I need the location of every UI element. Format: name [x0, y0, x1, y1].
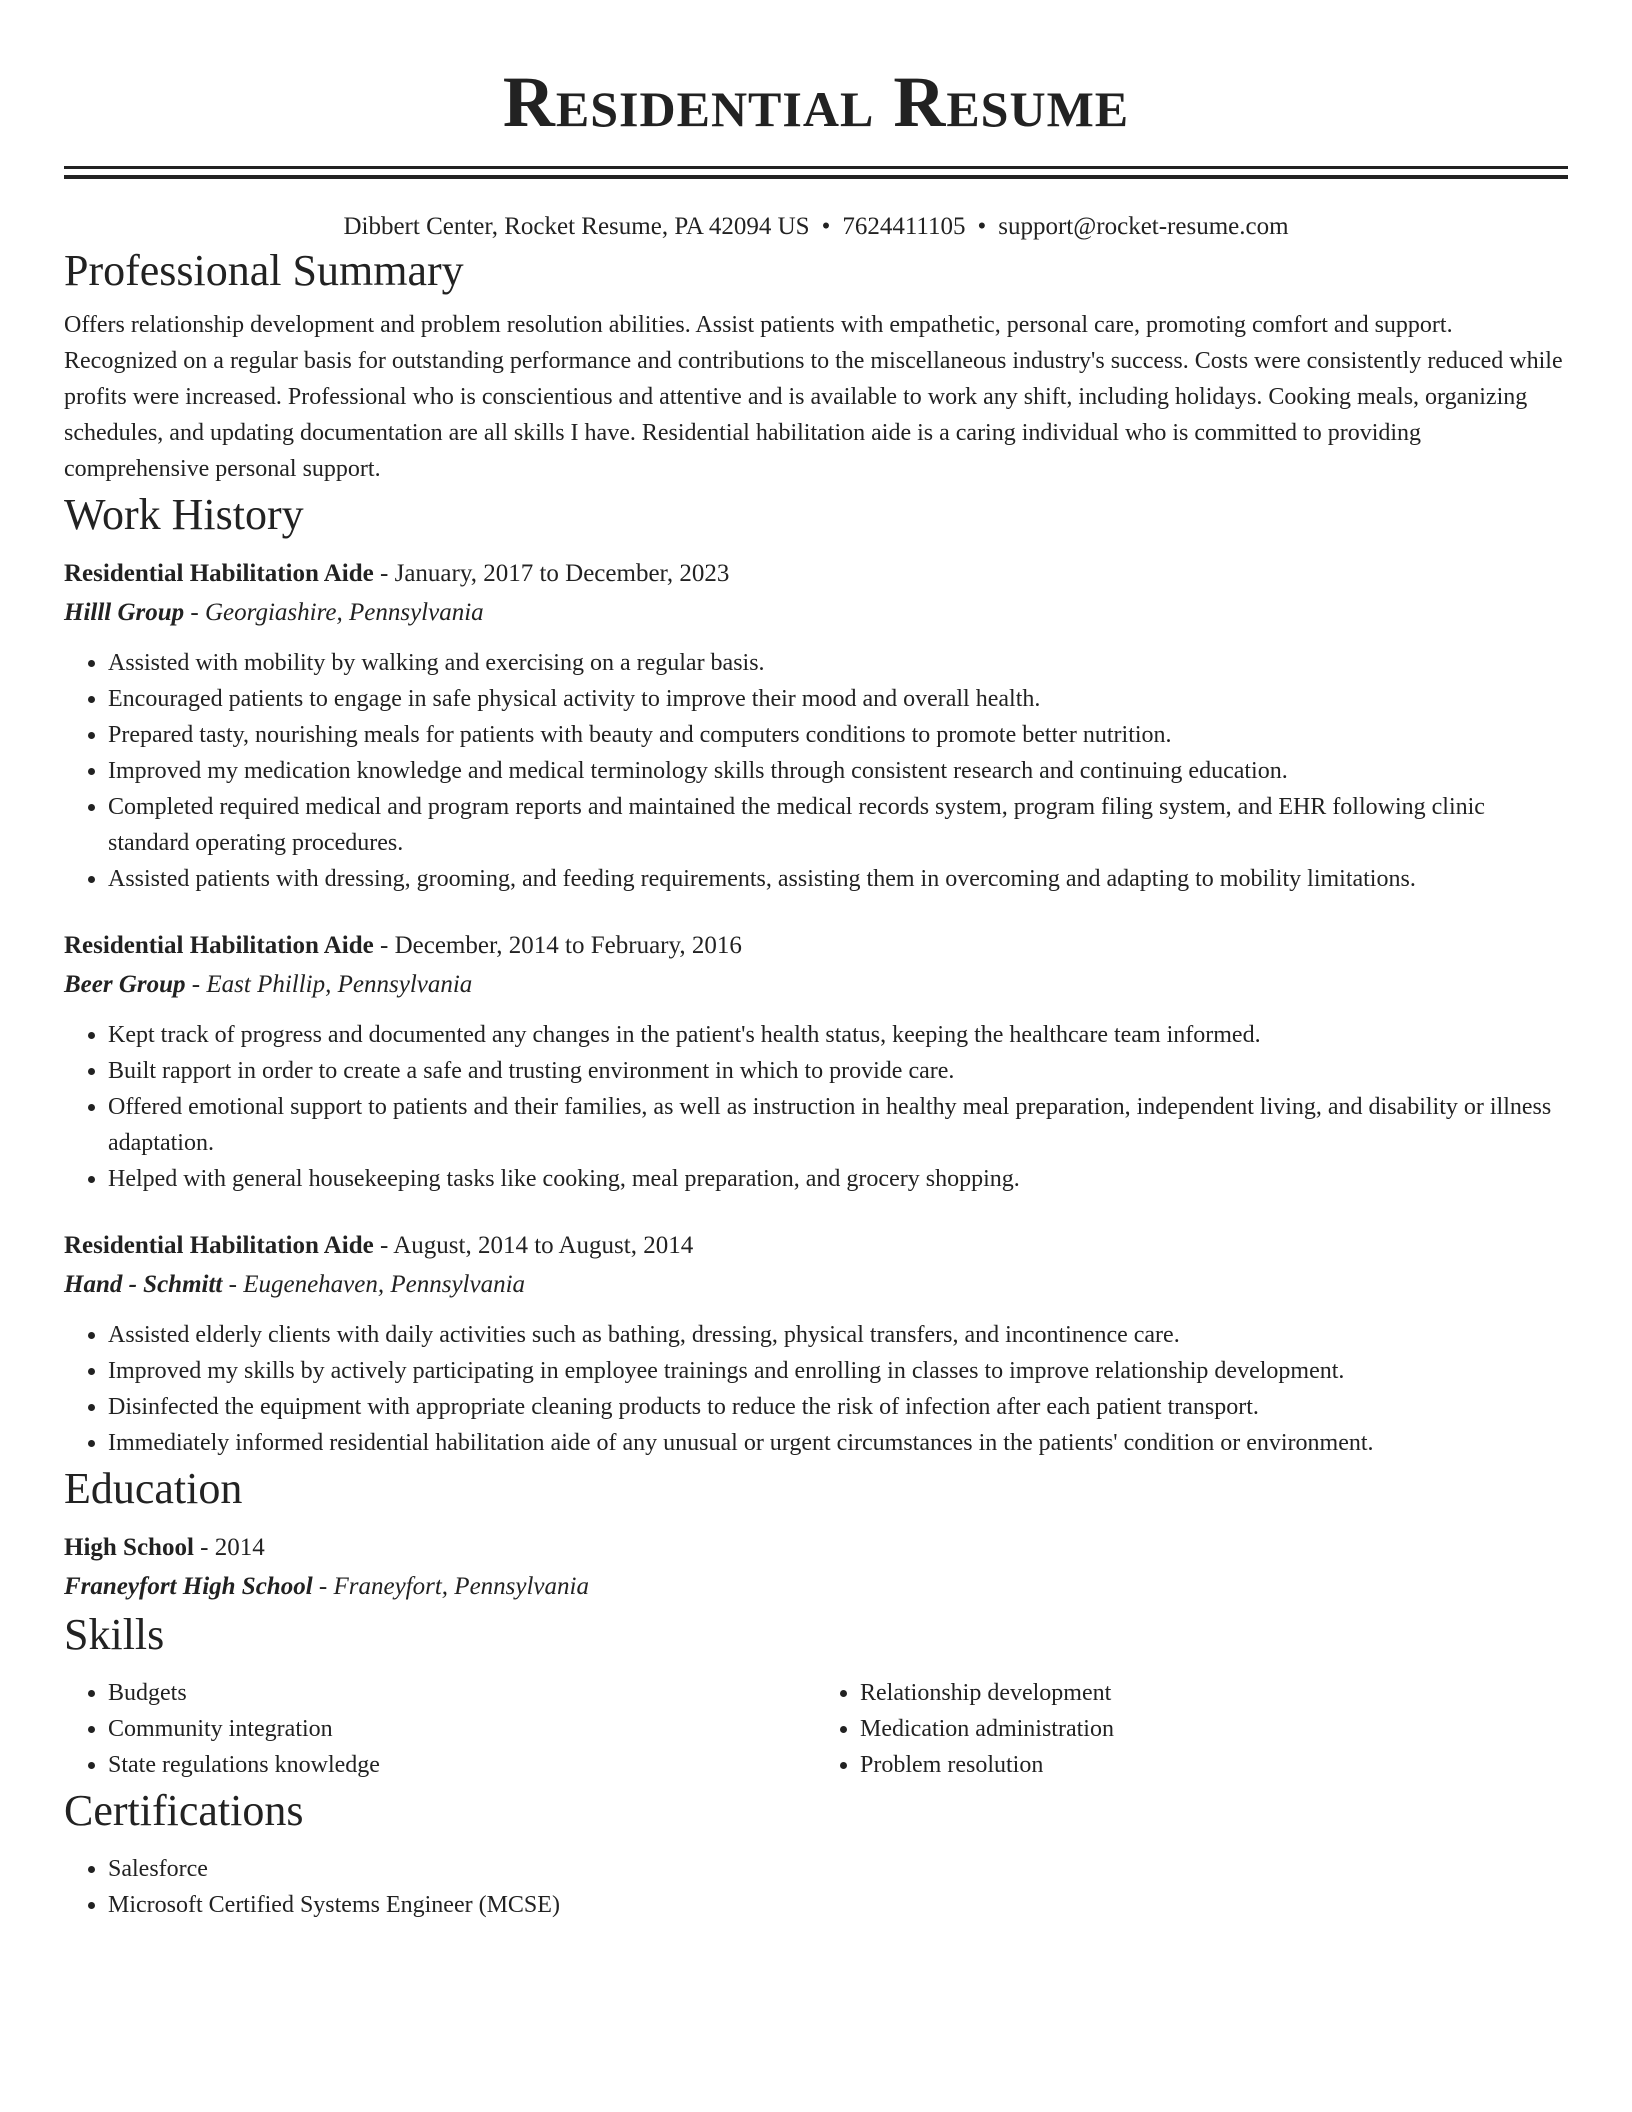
- skill-item: • Problem resolution: [860, 1747, 1568, 1783]
- job-duties: [64, 1017, 1568, 1197]
- job-dates: - January, 2017 to December, 2023: [373, 560, 730, 587]
- contact-address: Dibbert Center, Rocket Resume, PA 42094 US: [343, 213, 810, 240]
- job-dates: - August, 2014 to August, 2014: [373, 1232, 694, 1259]
- certification-item: • Salesforce: [108, 1851, 1568, 1887]
- duty-item: • Offered emotional support to patients and their families, as well as instruction in healthy meal preparation, independent living, and disability or illness adaptation.: [108, 1089, 1568, 1161]
- skill-item: • Community integration: [108, 1711, 816, 1747]
- duty-item: • Completed required medical and program reports and maintained the medical records system, program filing system, and EHR following clinic standard operating procedures.: [108, 789, 1568, 861]
- certifications-heading: Certifications: [64, 1786, 304, 1835]
- company-line: [64, 1265, 1568, 1305]
- company-name: Hilll Group: [64, 599, 185, 626]
- duty-item: • Encouraged patients to engage in safe physical activity to improve their mood and overall health.: [108, 681, 1568, 717]
- duty-item: • Prepared tasty, nourishing meals for patients with beauty and computers conditions to promote better nutrition.: [108, 717, 1568, 753]
- resume-title: Residential Resume: [502, 62, 1130, 142]
- degree: High School: [64, 1534, 194, 1561]
- duty-item: • Improved my medication knowledge and medical terminology skills through consistent research and continuing education.: [108, 753, 1568, 789]
- skill-item: • Medication administration: [860, 1711, 1568, 1747]
- company-location: - Eugenehaven, Pennsylvania: [222, 1271, 526, 1298]
- graduation-year: - 2014: [193, 1534, 265, 1561]
- degree-line: [64, 1529, 1568, 1567]
- contact-separator: •: [977, 213, 987, 240]
- duty-item: • Assisted elderly clients with daily activities such as bathing, dressing, physical transfers, and incontinence care.: [108, 1317, 1568, 1353]
- company-line: [64, 593, 1568, 633]
- duty-item: • Improved my skills by actively participating in employee trainings and enrolling in classes to improve relationship development.: [108, 1353, 1568, 1389]
- school-line: [64, 1567, 1568, 1607]
- summary-text: Offers relationship development and problem resolution abilities. Assist patients with empathetic, personal care, promoting comfort and support. Recognized on a regular basis for outstanding performance and contributions to the miscellaneous industry's success. Costs were consistently reduced while profits were increased. Professional who is conscientious and attentive and is available to work any shift, including holidays. Cooking meals, organizing schedules, and updating documentation are all skills I have. Residential habilitation aide is a caring individual who is committed to providing comprehensive personal support.: [64, 312, 1563, 482]
- company-line: [64, 965, 1568, 1005]
- job-duties: [64, 645, 1568, 897]
- title-divider-bottom: [64, 175, 1568, 179]
- job-title-line: [64, 927, 1568, 965]
- summary-heading: Professional Summary: [64, 246, 464, 295]
- skill-item: • Budgets: [108, 1675, 816, 1711]
- job-duties: [64, 1317, 1568, 1461]
- job-title-line: [64, 555, 1568, 593]
- duty-item: • Built rapport in order to create a safe and trusting environment in which to provide care.: [108, 1053, 1568, 1089]
- duty-item: • Assisted with mobility by walking and exercising on a regular basis.: [108, 645, 1568, 681]
- job-title: Residential Habilitation Aide: [64, 560, 374, 587]
- skill-item: • State regulations knowledge: [108, 1747, 816, 1783]
- skills-column-left: [64, 1675, 816, 1783]
- work-history-heading: Work History: [64, 490, 304, 539]
- company-location: - Georgiashire, Pennsylvania: [184, 599, 484, 626]
- duty-item: • Assisted patients with dressing, grooming, and feeding requirements, assisting them in overcoming and adapting to mobility limitations.: [108, 861, 1568, 897]
- education-heading: Education: [64, 1464, 243, 1513]
- title-divider-top: [64, 166, 1568, 169]
- job-title-line: [64, 1227, 1568, 1265]
- job-entry: [64, 555, 1568, 897]
- duty-item: • Kept track of progress and documented any changes in the patient's health status, keeping the healthcare team informed.: [108, 1017, 1568, 1053]
- job-entry: [64, 1227, 1568, 1461]
- skills-heading: Skills: [64, 1610, 165, 1659]
- contact-phone: 7624411105: [842, 213, 966, 240]
- company-location: - East Phillip, Pennsylvania: [185, 971, 473, 998]
- duty-item: • Disinfected the equipment with appropriate cleaning products to reduce the risk of infection after each patient transport.: [108, 1389, 1568, 1425]
- company-name: Hand - Schmitt: [64, 1271, 223, 1298]
- skills-list: [64, 1675, 1568, 1783]
- certification-item: • Microsoft Certified Systems Engineer (MCSE): [108, 1887, 1568, 1923]
- job-title: Residential Habilitation Aide: [64, 932, 374, 959]
- contact-line: [64, 211, 1568, 243]
- contact-email: support@rocket-resume.com: [998, 213, 1289, 240]
- education-entry: [64, 1529, 1568, 1607]
- contact-separator: •: [821, 213, 831, 240]
- job-entry: [64, 927, 1568, 1197]
- skills-column-right: [816, 1675, 1568, 1783]
- school-name: Franeyfort High School: [64, 1573, 313, 1600]
- school-location: - Franeyfort, Pennsylvania: [312, 1573, 589, 1600]
- duty-item: • Helped with general housekeeping tasks like cooking, meal preparation, and grocery shopping.: [108, 1161, 1568, 1197]
- company-name: Beer Group: [64, 971, 186, 998]
- duty-item: • Immediately informed residential habilitation aide of any unusual or urgent circumstances in the patients' condition or environment.: [108, 1425, 1568, 1461]
- certifications-list: [64, 1851, 1568, 1923]
- job-title: Residential Habilitation Aide: [64, 1232, 374, 1259]
- skill-item: • Relationship development: [860, 1675, 1568, 1711]
- job-dates: - December, 2014 to February, 2016: [373, 932, 742, 959]
